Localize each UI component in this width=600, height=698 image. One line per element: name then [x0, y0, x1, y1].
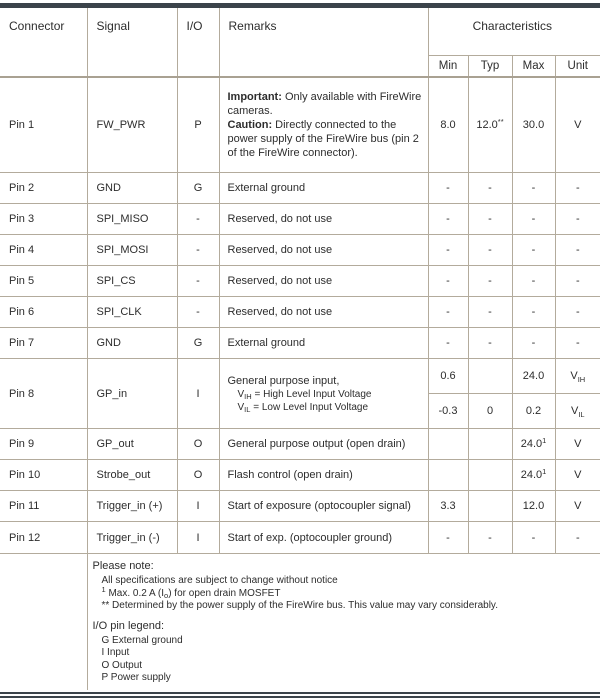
notes-cell	[87, 554, 600, 691]
cell-typ	[468, 460, 512, 491]
cell-max: -	[512, 328, 555, 359]
cell-unit: $V_{IL}$	[555, 394, 600, 429]
cell-remarks: General purpose input, $V_{IH}$ = High Level Input Voltage $V_{IL}$ = Low Level Input Voltage	[219, 359, 428, 429]
cell-min: -	[428, 522, 468, 554]
cell-typ: -	[468, 173, 512, 204]
cell-typ	[468, 491, 512, 522]
cell-min	[428, 460, 468, 491]
cell-min: 8.0	[428, 77, 468, 173]
legend-item-g: G External ground	[101, 634, 183, 646]
notes-spacer-cell	[0, 554, 87, 691]
cell-signal: GP_in	[87, 359, 177, 429]
cell-signal: Trigger_in (-)	[87, 522, 177, 554]
legend-item-i: I Input	[101, 647, 130, 658]
cell-remarks: Start of exposure (optocoupler signal)	[219, 491, 428, 522]
row-pin6	[0, 297, 600, 328]
cell-remarks: General purpose output (open drain)	[219, 429, 428, 460]
cell-remarks: Reserved, do not use	[219, 297, 428, 328]
cell-max: -	[512, 297, 555, 328]
remark-important: Important: Only available with FireWire cameras.	[227, 91, 422, 117]
notes-section	[0, 554, 600, 691]
cell-remarks: Start of exp. (optocoupler ground)	[219, 522, 428, 554]
cell-typ: 0	[468, 394, 512, 429]
cell-typ	[468, 429, 512, 460]
bottom-double-rule	[0, 692, 600, 698]
cell-remarks: External ground	[219, 173, 428, 204]
cell-io: O	[177, 429, 219, 460]
cell-unit: -	[555, 204, 600, 235]
cell-typ	[468, 359, 512, 394]
cell-signal: Trigger_in (+)	[87, 491, 177, 522]
table-header	[0, 8, 600, 77]
note-specs-change: All specifications are subject to change without notice	[101, 575, 338, 586]
col-header-io: I/O	[177, 8, 219, 77]
row-pin11	[0, 491, 600, 522]
cell-signal: SPI_CS	[87, 266, 177, 297]
cell-connector: Pin 3	[0, 204, 87, 235]
row-pin8	[0, 359, 600, 394]
cell-typ: -	[468, 328, 512, 359]
cell-unit: -	[555, 522, 600, 554]
cell-io: -	[177, 204, 219, 235]
col-header-signal: Signal	[87, 8, 177, 77]
cell-max: -	[512, 235, 555, 266]
cell-typ: -	[468, 235, 512, 266]
cell-signal: GND	[87, 173, 177, 204]
cell-io: -	[177, 297, 219, 328]
cell-unit: $V_{IH}$	[555, 359, 600, 394]
cell-io: I	[177, 491, 219, 522]
cell-min: -	[428, 235, 468, 266]
vil-definition: $V_{IL}$ = Low Level Input Voltage	[237, 401, 369, 414]
cell-unit: -	[555, 173, 600, 204]
cell-max: -	[512, 266, 555, 297]
cell-unit: V	[555, 429, 600, 460]
cell-unit: -	[555, 297, 600, 328]
cell-io: I	[177, 522, 219, 554]
remark-caution: Caution: Directly connected to the power supply of the FireWire bus (pin 2 of the FireWire connector).	[227, 119, 419, 159]
row-pin1	[0, 77, 600, 173]
cell-connector: Pin 12	[0, 522, 87, 554]
important-label: Important:	[227, 91, 282, 103]
cell-connector: Pin 10	[0, 460, 87, 491]
cell-signal: GP_out	[87, 429, 177, 460]
cell-typ: -	[468, 522, 512, 554]
col-header-max: Max	[512, 56, 555, 78]
cell-remarks	[219, 77, 428, 173]
legend-item-p: P Power supply	[101, 672, 171, 683]
cell-io: P	[177, 77, 219, 173]
cell-unit: V	[555, 460, 600, 491]
cell-connector: Pin 8	[0, 359, 87, 429]
note-footnote-1: $^1$ Max. 0.2 A $(I_o)$ for open drain MOSFET	[101, 584, 281, 600]
cell-max: 24.0$^1$	[512, 429, 555, 460]
col-header-characteristics: Characteristics	[428, 8, 600, 56]
cell-min: 0.6	[428, 359, 468, 394]
cell-min: -	[428, 266, 468, 297]
cell-signal: SPI_MISO	[87, 204, 177, 235]
cell-typ: -	[468, 266, 512, 297]
cell-signal: SPI_CLK	[87, 297, 177, 328]
cell-unit: V	[555, 77, 600, 173]
cell-remarks: External ground	[219, 328, 428, 359]
cell-unit: V	[555, 491, 600, 522]
note-footnote-2: ** Determined by the power supply of the FireWire bus. This value may vary considerably.	[101, 600, 498, 611]
row-pin5	[0, 266, 600, 297]
cell-signal: Strobe_out	[87, 460, 177, 491]
pin-spec-table	[0, 8, 600, 690]
row-pin9	[0, 429, 600, 460]
cell-max: 24.0	[512, 359, 555, 394]
cell-connector: Pin 9	[0, 429, 87, 460]
legend-item-o: O Output	[101, 659, 143, 671]
cell-unit: -	[555, 235, 600, 266]
cell-connector: Pin 6	[0, 297, 87, 328]
col-header-unit: Unit	[555, 56, 600, 78]
row-pin12	[0, 522, 600, 554]
cell-min: -	[428, 297, 468, 328]
cell-max: -	[512, 522, 555, 554]
cell-min: 3.3	[428, 491, 468, 522]
cell-signal: SPI_MOSI	[87, 235, 177, 266]
cell-typ: 12.0**	[468, 77, 512, 173]
cell-remarks: Reserved, do not use	[219, 266, 428, 297]
cell-min: -	[428, 328, 468, 359]
please-note-heading: Please note:	[92, 560, 154, 572]
cell-remarks: Reserved, do not use	[219, 204, 428, 235]
cell-unit: -	[555, 266, 600, 297]
cell-typ: -	[468, 297, 512, 328]
cell-min: -	[428, 173, 468, 204]
cell-max: 12.0	[512, 491, 555, 522]
cell-io: O	[177, 460, 219, 491]
cell-io: -	[177, 266, 219, 297]
cell-max: -	[512, 173, 555, 204]
cell-signal: GND	[87, 328, 177, 359]
col-header-connector: Connector	[0, 8, 87, 77]
cell-unit: -	[555, 328, 600, 359]
cell-min: -	[428, 204, 468, 235]
col-header-remarks: Remarks	[219, 8, 428, 77]
col-header-typ: Typ	[468, 56, 512, 78]
cell-signal: FW_PWR	[87, 77, 177, 173]
cell-connector: Pin 7	[0, 328, 87, 359]
col-header-min: Min	[428, 56, 468, 78]
cell-io: G	[177, 173, 219, 204]
io-legend-heading: I/O pin legend:	[92, 619, 165, 632]
manual-page	[0, 3, 600, 683]
cell-connector: Pin 1	[0, 77, 87, 173]
cell-max: -	[512, 204, 555, 235]
cell-connector: Pin 11	[0, 491, 87, 522]
cell-connector: Pin 5	[0, 266, 87, 297]
cell-remarks: Flash control (open drain)	[219, 460, 428, 491]
row-pin7	[0, 328, 600, 359]
cell-max: 0.2	[512, 394, 555, 429]
cell-io: I	[177, 359, 219, 429]
row-pin4	[0, 235, 600, 266]
cell-io: G	[177, 328, 219, 359]
cell-max: 30.0	[512, 77, 555, 173]
row-pin10	[0, 460, 600, 491]
cell-connector: Pin 2	[0, 173, 87, 204]
caution-label: Caution:	[227, 119, 273, 131]
cell-min	[428, 429, 468, 460]
cell-connector: Pin 4	[0, 235, 87, 266]
vih-definition: $V_{IH}$ = High Level Input Voltage	[237, 388, 372, 401]
row-pin2	[0, 173, 600, 204]
cell-io: -	[177, 235, 219, 266]
bottom-rule-upper	[0, 692, 600, 694]
cell-max: 24.0$^1$	[512, 460, 555, 491]
cell-min: -0.3	[428, 394, 468, 429]
row-pin3	[0, 204, 600, 235]
cell-remarks: Reserved, do not use	[219, 235, 428, 266]
cell-typ: -	[468, 204, 512, 235]
